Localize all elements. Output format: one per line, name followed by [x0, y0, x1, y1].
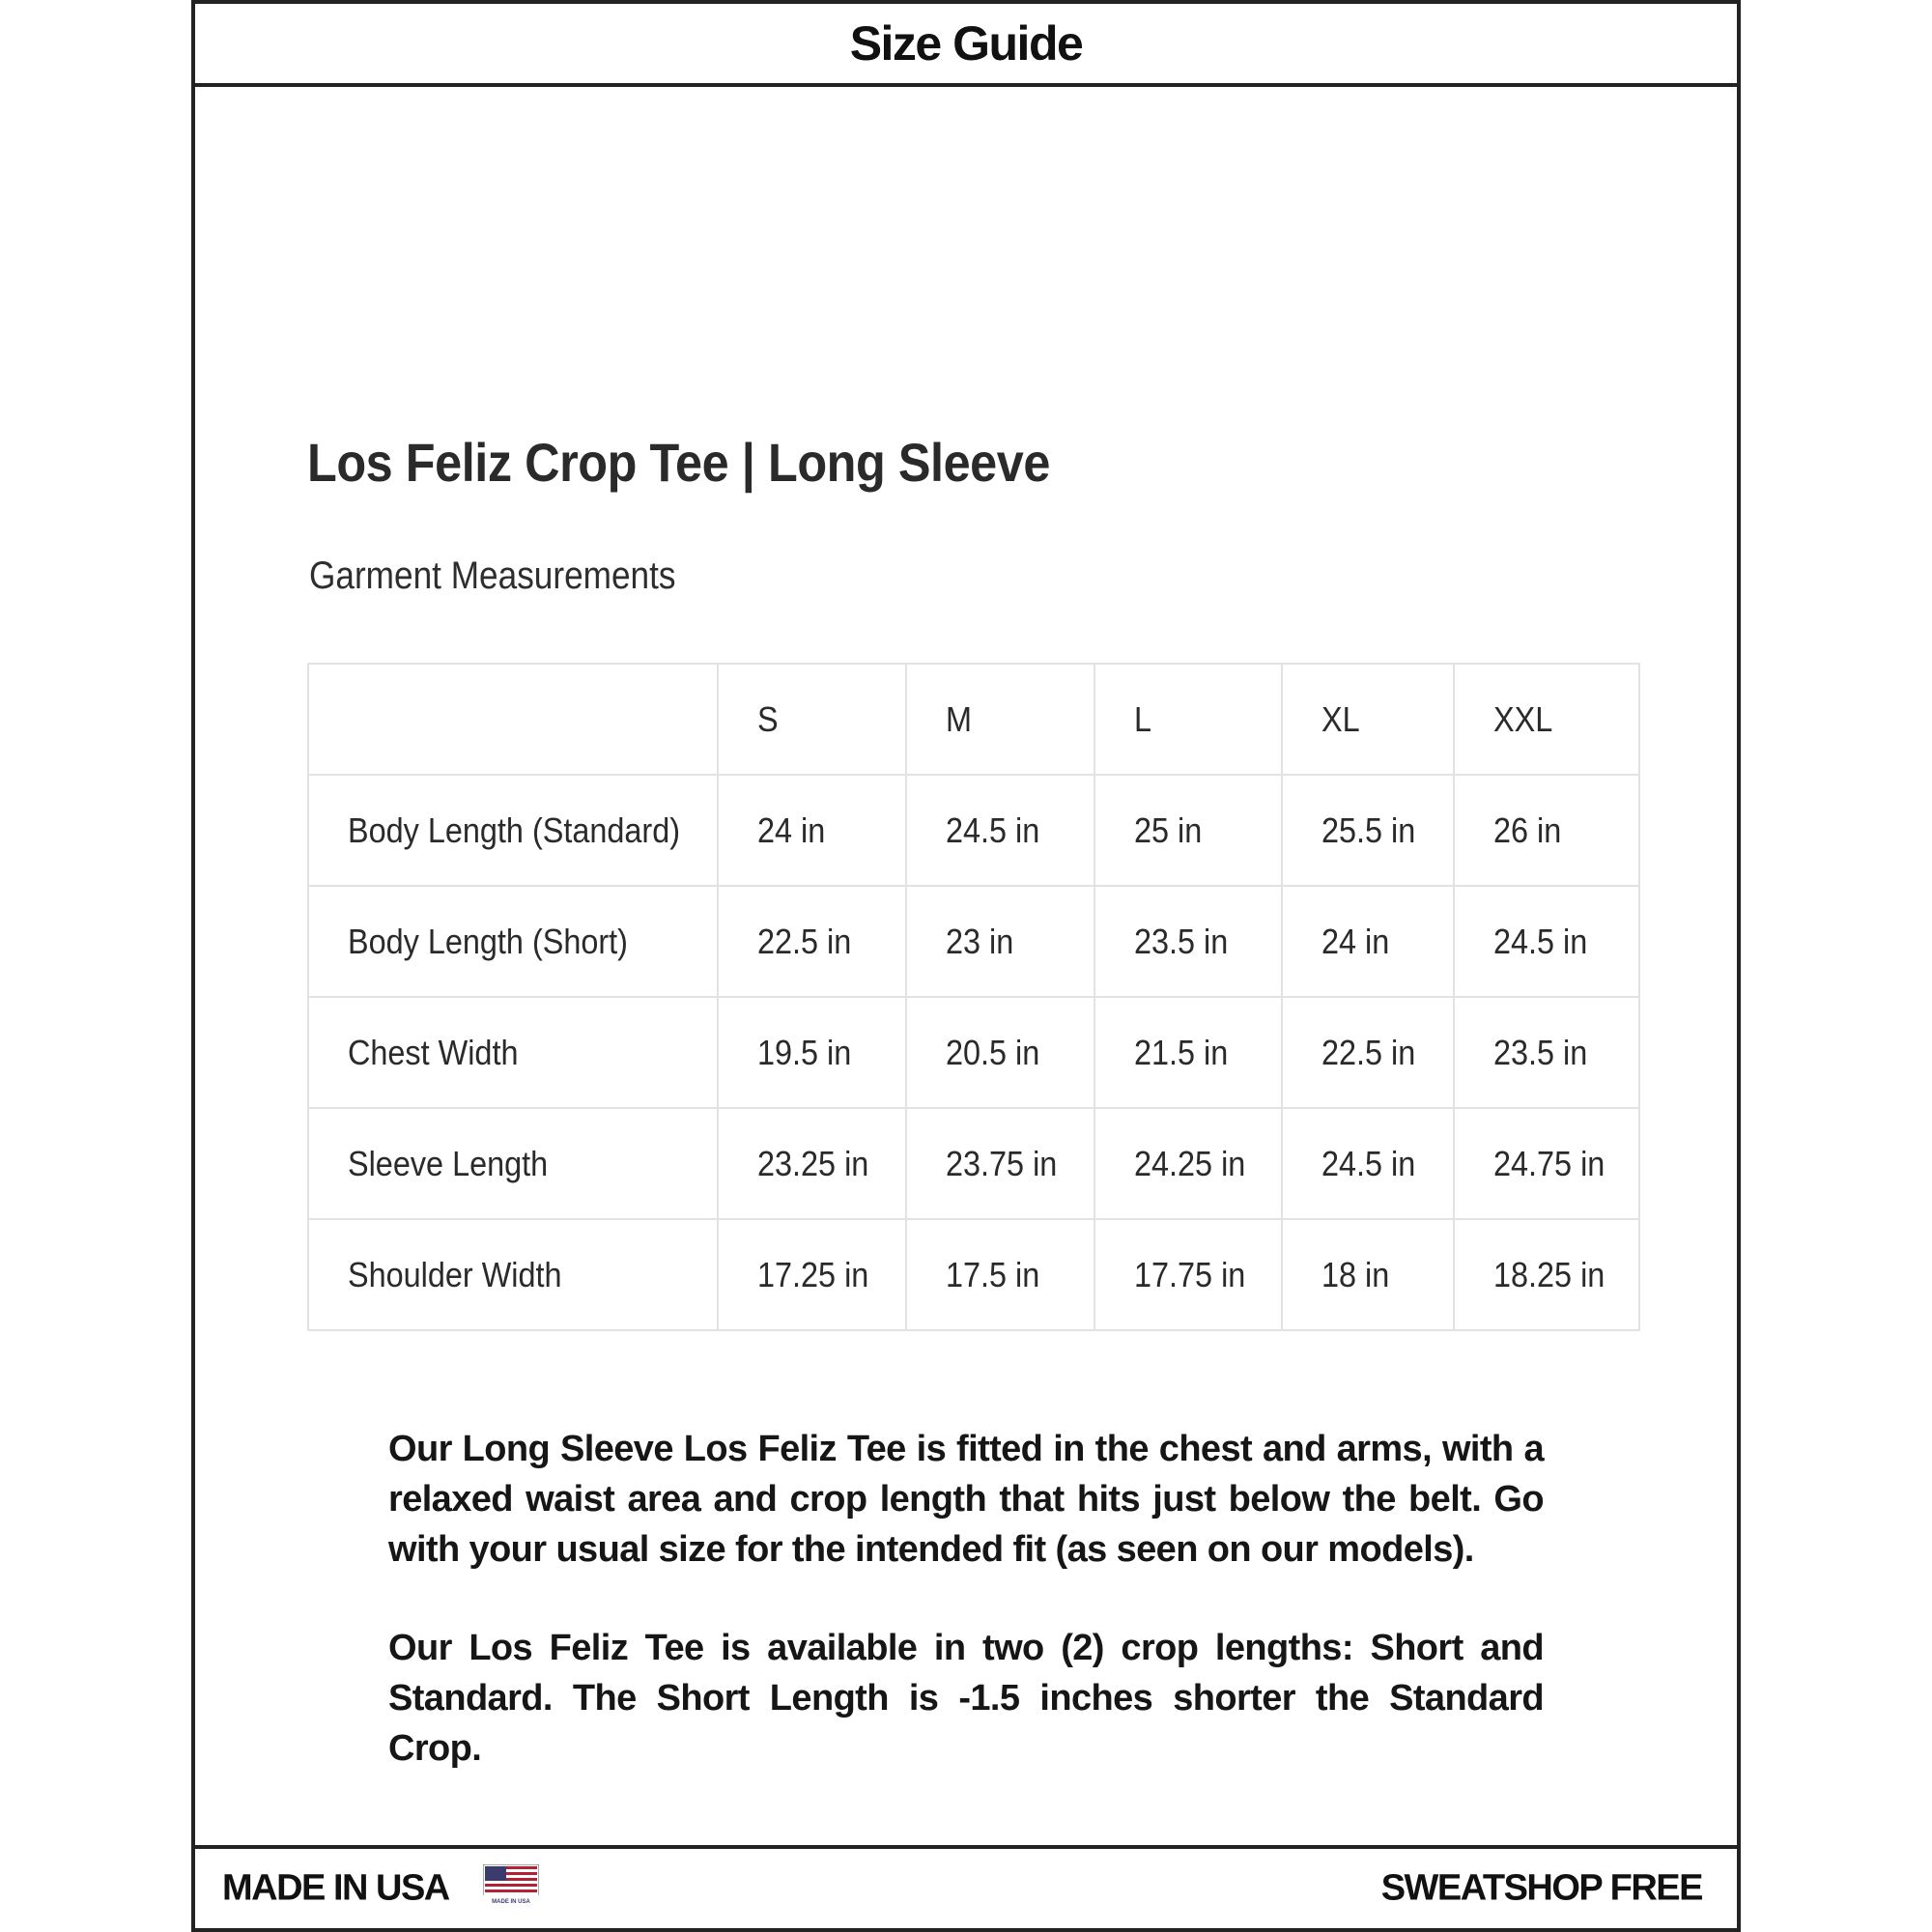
column-header-xxl: XXL — [1454, 664, 1639, 775]
table-cell: 24.5 in — [1454, 886, 1639, 997]
table-cell: 17.5 in — [906, 1219, 1094, 1330]
row-label: Sleeve Length — [308, 1108, 718, 1219]
table-cell: 26 in — [1454, 775, 1639, 886]
table-cell: 24.75 in — [1454, 1108, 1639, 1219]
table-row — [308, 775, 1639, 886]
made-in-usa-label: MADE IN USA — [222, 1867, 449, 1909]
table-cell: 24.25 in — [1094, 1108, 1283, 1219]
table-header-row — [308, 664, 1639, 775]
table-cell: 24.5 in — [906, 775, 1094, 886]
row-label: Shoulder Width — [308, 1219, 718, 1330]
table-cell: 18.25 in — [1454, 1219, 1639, 1330]
us-flag-icon — [483, 1864, 539, 1905]
table-cell: 18 in — [1282, 1219, 1453, 1330]
flag-caption: MADE IN USA — [492, 1899, 530, 1905]
table-cell: 24.5 in — [1282, 1108, 1453, 1219]
table-cell: 24 in — [1282, 886, 1453, 997]
column-header-m: M — [906, 664, 1094, 775]
header-bar — [195, 4, 1737, 87]
table-row — [308, 1219, 1639, 1330]
table-row — [308, 997, 1639, 1108]
footer-bar — [195, 1845, 1737, 1928]
product-title: Los Feliz Crop Tee | Long Sleeve — [307, 432, 1050, 493]
table-cell: 23.75 in — [906, 1108, 1094, 1219]
table-cell: 17.75 in — [1094, 1219, 1283, 1330]
table-cell: 23.5 in — [1454, 997, 1639, 1108]
table-cell: 21.5 in — [1094, 997, 1283, 1108]
row-label: Body Length (Short) — [308, 886, 718, 997]
fit-description: Our Long Sleeve Los Feliz Tee is fitted in the chest and arms, with a relaxed waist area and crop length that hits just below the belt. Go with your usual size for the intended fit (as seen on our models). — [388, 1429, 1544, 1570]
table-cell: 24 in — [718, 775, 906, 886]
table-cell: 23.5 in — [1094, 886, 1283, 997]
section-subtitle: Garment Measurements — [309, 554, 676, 597]
table-cell: 25.5 in — [1282, 775, 1453, 886]
size-guide-frame — [191, 0, 1741, 1932]
table-cell: 22.5 in — [1282, 997, 1453, 1108]
column-header-s: S — [718, 664, 906, 775]
column-header-l: L — [1094, 664, 1283, 775]
table-cell: 22.5 in — [718, 886, 906, 997]
table-cell: 23.25 in — [718, 1108, 906, 1219]
table-cell: 17.25 in — [718, 1219, 906, 1330]
row-label: Chest Width — [308, 997, 718, 1108]
row-label: Body Length (Standard) — [308, 775, 718, 886]
sweatshop-free-label: SWEATSHOP FREE — [1380, 1867, 1702, 1909]
table-row — [308, 886, 1639, 997]
table-cell: 25 in — [1094, 775, 1283, 886]
length-description: Our Los Feliz Tee is available in two (2) crop lengths: Short and Standard. The Short Length is -1.5 inches shorter the Standard Crop. — [388, 1628, 1544, 1769]
size-table — [307, 663, 1640, 1331]
table-row — [308, 1108, 1639, 1219]
table-cell: 19.5 in — [718, 997, 906, 1108]
page-title: Size Guide — [849, 16, 1083, 71]
column-header-xl: XL — [1282, 664, 1453, 775]
table-cell: 23 in — [906, 886, 1094, 997]
column-header — [308, 664, 718, 775]
table-cell: 20.5 in — [906, 997, 1094, 1108]
